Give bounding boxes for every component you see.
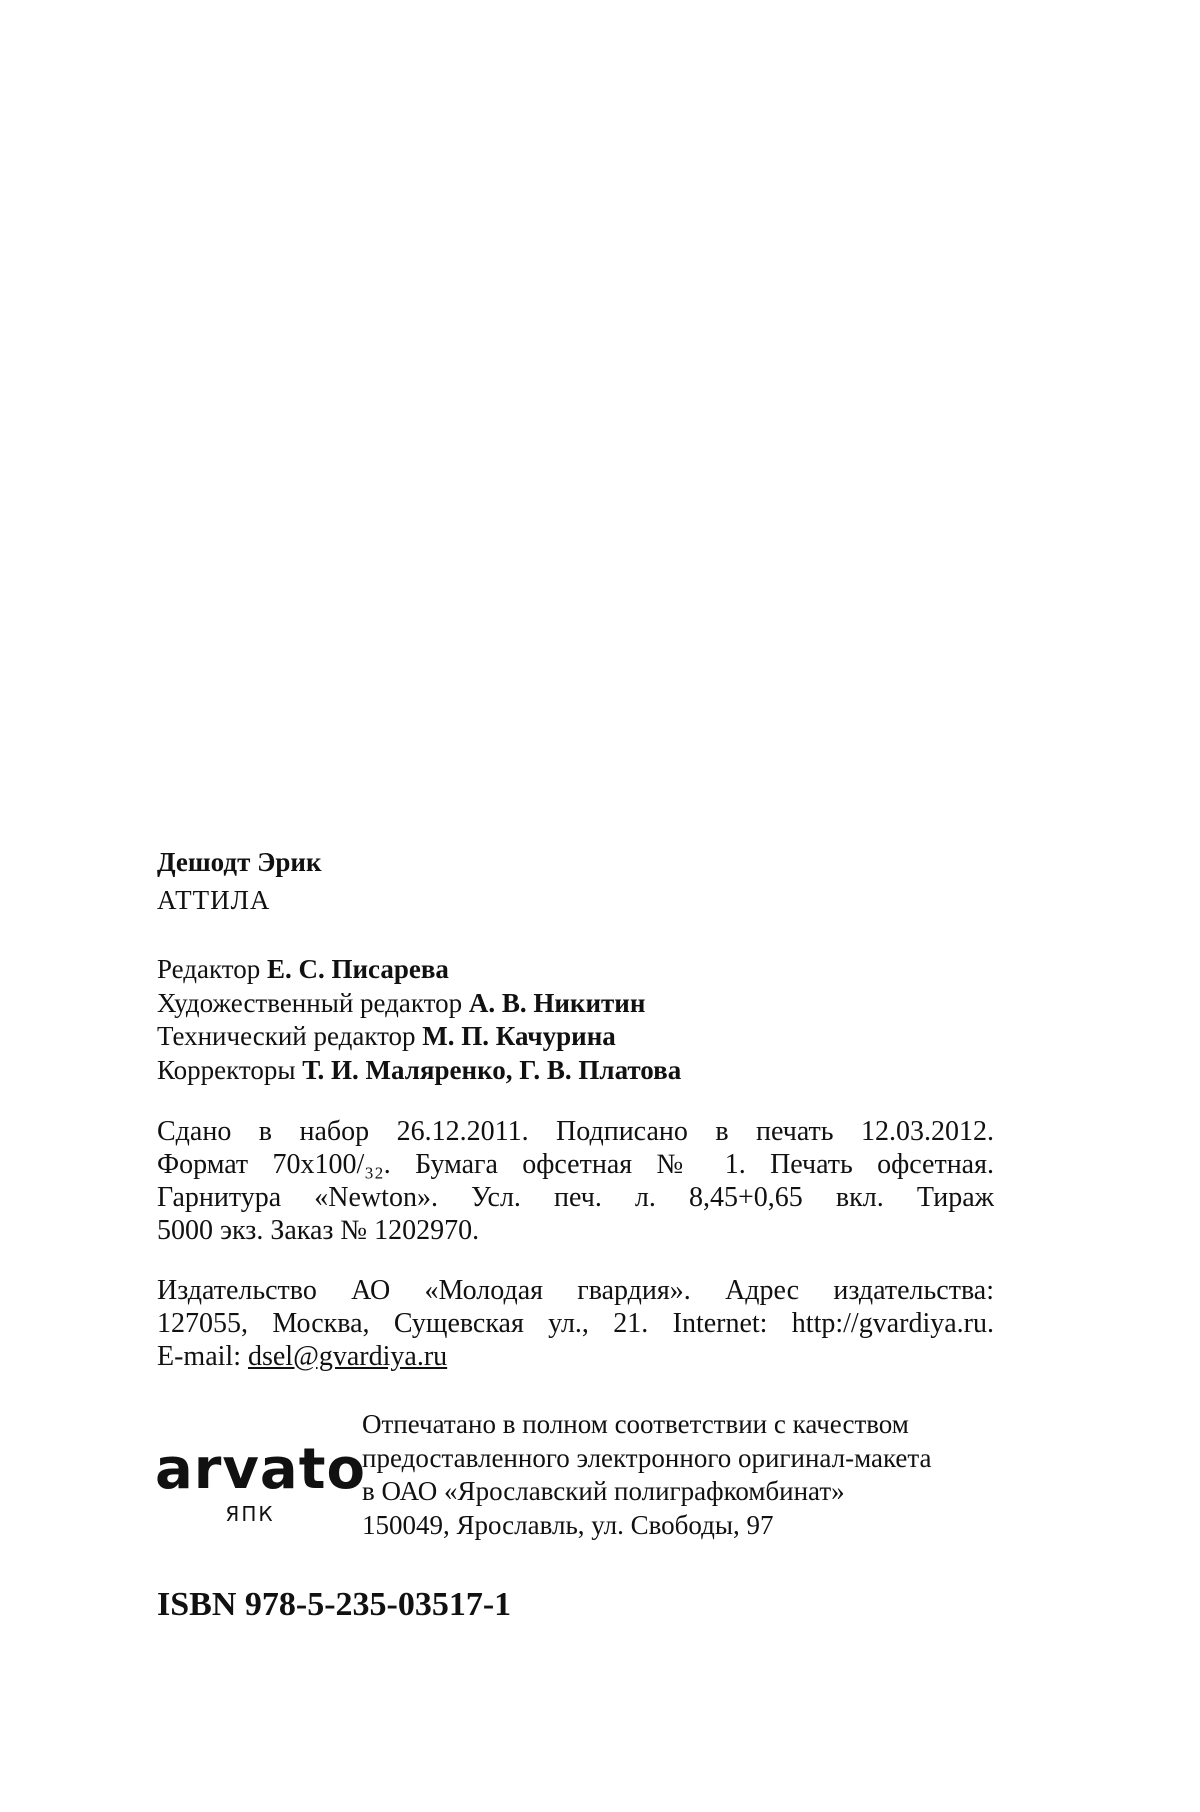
book-info	[157, 844, 997, 920]
printer-info	[362, 1408, 1062, 1542]
credit-name: Е. С. Писарева	[266, 954, 449, 984]
credit-line	[157, 953, 997, 987]
credit-role: Технический редактор	[157, 1021, 423, 1051]
credit-name: М. П. Качурина	[422, 1021, 616, 1051]
print-info-line: 5000 экз. Заказ № 1202970.	[157, 1215, 480, 1246]
logo-subtitle: ЯПК	[225, 1502, 275, 1526]
print-info	[157, 1115, 994, 1247]
publisher-line: Издательство АО «Молодая гвардия». Адрес издательства:	[157, 1275, 994, 1306]
printer-line: в ОАО «Ярославский полиграфкомбинат»	[362, 1476, 845, 1506]
print-info-line: Гарнитура «Newton». Усл. печ. л. 8,45+0,65 вкл. Тираж	[157, 1182, 994, 1213]
publisher-email-line	[157, 1340, 994, 1373]
printer-line: предоставленного электронного оригинал-макета	[362, 1442, 932, 1473]
publisher-info	[157, 1274, 994, 1373]
email-label: E-mail:	[157, 1341, 248, 1372]
print-info-line: Формат 70х100/₃₂. Бумага офсетная № 1. Печать офсетная.	[157, 1149, 994, 1180]
credit-line	[157, 1020, 997, 1054]
printer-line: Отпечатано в полном соответствии с качеством	[362, 1409, 909, 1439]
logo-wordmark: arvato	[155, 1437, 366, 1502]
isbn: ISBN 978-5-235-03517-1	[157, 1586, 512, 1623]
book-title: АТТИЛА	[157, 885, 271, 915]
email-link[interactable]: dsel@gvardiya.ru	[247, 1341, 448, 1372]
credit-name: А. В. Никитин	[468, 987, 646, 1018]
author-name: Дешодт Эрик	[157, 847, 322, 877]
credit-role: Художественный редактор	[157, 987, 469, 1018]
print-info-line: Сдано в набор 26.12.2011. Подписано в печать 12.03.2012.	[157, 1116, 994, 1147]
credit-role: Корректоры	[157, 1054, 303, 1085]
publisher-line: 127055, Москва, Сущевская ул., 21. Internet: http://gvardiya.ru.	[157, 1308, 994, 1339]
arvato-logo	[155, 1437, 366, 1528]
credit-line	[157, 987, 997, 1021]
printer-line: 150049, Ярославль, ул. Свободы, 97	[362, 1509, 774, 1540]
credit-name: Т. И. Маляренко, Г. В. Платова	[302, 1054, 682, 1085]
credit-line	[157, 1054, 997, 1088]
credit-role: Редактор	[157, 954, 267, 984]
credits-list	[157, 953, 997, 1087]
